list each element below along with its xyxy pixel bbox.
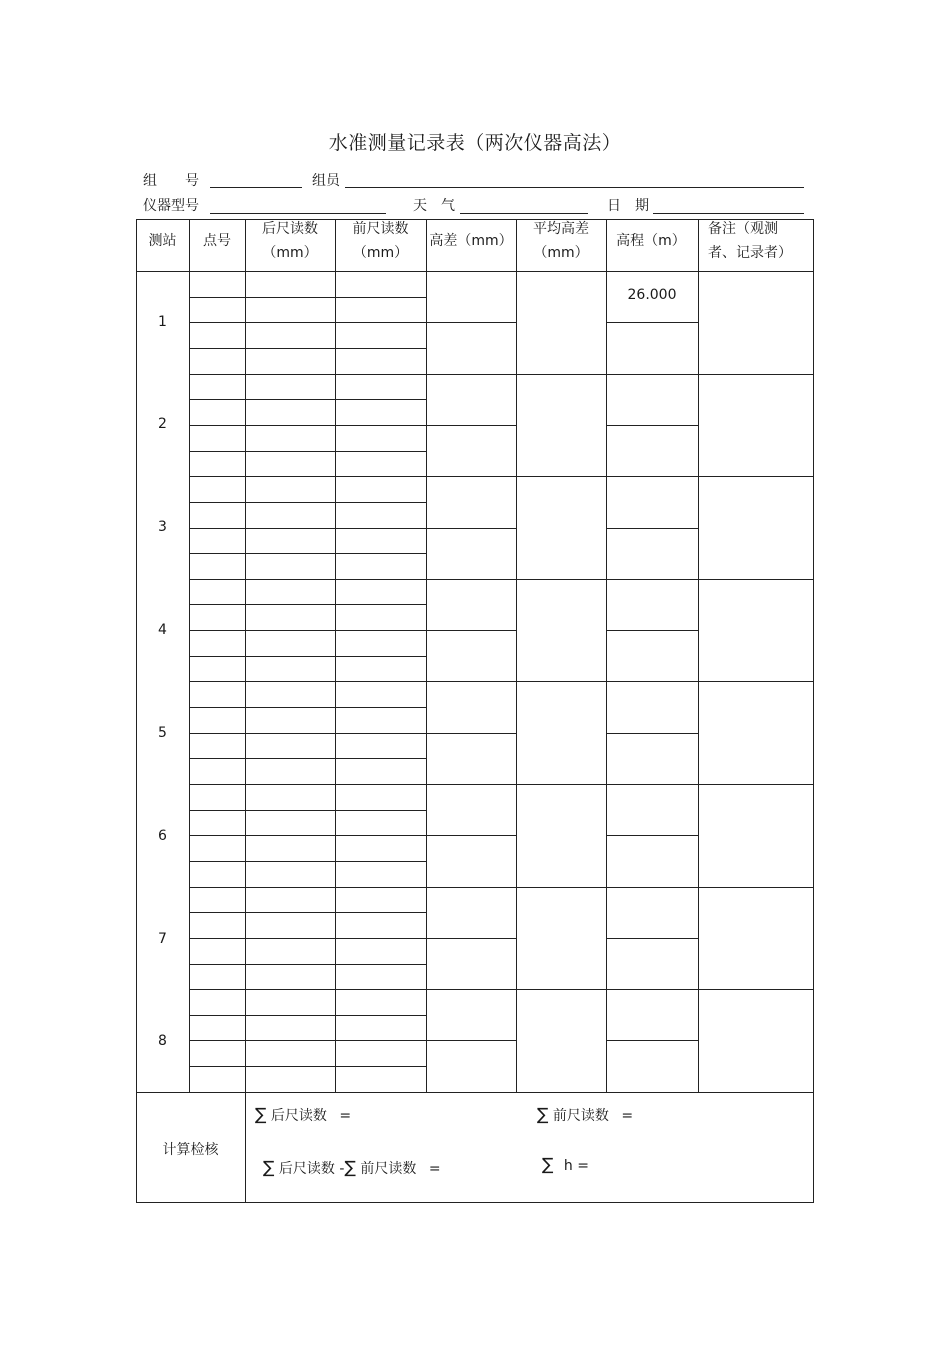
- grid-line: [189, 1066, 427, 1067]
- check-label: 计算检核: [162, 1142, 219, 1158]
- sum-fore-row: [537, 1105, 633, 1125]
- grid-line: [189, 784, 814, 785]
- station-label: 4: [158, 622, 167, 638]
- grid-line: [606, 425, 699, 426]
- grid-line: [189, 964, 427, 965]
- station-label: 3: [158, 519, 167, 535]
- grid-line: [189, 553, 427, 554]
- grid-line: [189, 758, 427, 759]
- grid-line: [189, 348, 427, 349]
- diff-back-label: 后尺读数 -: [278, 1161, 345, 1177]
- grid-line: [606, 630, 699, 631]
- grid-line: [606, 1040, 699, 1041]
- members-field[interactable]: [345, 187, 804, 188]
- grid-line: [136, 271, 814, 272]
- instrument-label: 仪器型号: [143, 198, 199, 214]
- station-label: 6: [158, 828, 167, 844]
- grid-line: [516, 219, 517, 1093]
- diff-equals: =: [428, 1161, 441, 1177]
- grid-line: [698, 219, 699, 1093]
- grid-line: [426, 425, 517, 426]
- sum-back-equals: =: [339, 1108, 352, 1124]
- sum-fore-label: 前尺读数: [552, 1108, 609, 1124]
- grid-line: [189, 681, 814, 682]
- grid-line: [189, 322, 427, 323]
- grid-line: [426, 630, 517, 631]
- grid-line: [426, 835, 517, 836]
- grid-line: [189, 528, 427, 529]
- grid-line: [189, 835, 427, 836]
- weather-field[interactable]: [460, 213, 588, 214]
- grid-line: [189, 938, 427, 939]
- grid-line: [189, 887, 814, 888]
- station-label: 5: [158, 725, 167, 741]
- grid-line: [813, 219, 814, 1203]
- grid-line: [189, 733, 427, 734]
- grid-line: [189, 989, 814, 990]
- sigma-icon: ∑: [537, 1105, 549, 1125]
- grid-line: [426, 733, 517, 734]
- col-back-unit: （mm）: [262, 245, 318, 261]
- grid-line: [189, 1015, 427, 1016]
- col-point: 点号: [203, 233, 231, 249]
- grid-line: [189, 656, 427, 657]
- col-elevation: 高程（m）: [616, 233, 686, 249]
- grid-line: [606, 219, 607, 1093]
- grid-line: [189, 399, 427, 400]
- grid-line: [189, 1040, 427, 1041]
- grid-line: [189, 502, 427, 503]
- grid-line: [606, 733, 699, 734]
- grid-line: [189, 861, 427, 862]
- grid-line: [189, 476, 814, 477]
- col-avg-diff: 平均高差: [533, 221, 589, 237]
- grid-line: [189, 579, 814, 580]
- col-avg-unit: （mm）: [533, 245, 589, 261]
- grid-line: [136, 1202, 814, 1203]
- weather-label: 天 气: [413, 198, 455, 214]
- sigma-icon: ∑: [542, 1155, 554, 1175]
- station-label: 1: [158, 314, 167, 330]
- grid-line: [245, 1092, 246, 1203]
- grid-line: [189, 707, 427, 708]
- date-field[interactable]: [653, 213, 804, 214]
- sum-back-row: [255, 1105, 351, 1125]
- grid-line: [136, 219, 137, 1203]
- grid-line: [189, 451, 427, 452]
- sigma-icon: ∑: [344, 1158, 356, 1178]
- sum-back-label: 后尺读数: [270, 1108, 327, 1124]
- group-field[interactable]: [210, 187, 302, 188]
- col-height-diff: 高差（mm）: [429, 233, 513, 249]
- station-label: 7: [158, 931, 167, 947]
- grid-line: [606, 938, 699, 939]
- sum-fore-equals: =: [621, 1108, 634, 1124]
- start-elevation: 26.000: [627, 287, 677, 303]
- col-remarks-2: 者、记录者）: [708, 245, 792, 261]
- date-label: 日 期: [607, 198, 649, 214]
- col-fore-reading: 前尺读数: [352, 221, 409, 237]
- station-label: 2: [158, 416, 167, 432]
- grid-line: [606, 835, 699, 836]
- sum-h-label: h =: [563, 1158, 589, 1174]
- grid-line: [606, 322, 699, 323]
- grid-line: [189, 374, 814, 375]
- station-label: 8: [158, 1033, 167, 1049]
- grid-line: [426, 938, 517, 939]
- grid-line: [136, 1092, 814, 1093]
- grid-line: [426, 322, 517, 323]
- col-remarks: 备注（观测: [708, 221, 778, 237]
- grid-line: [189, 297, 427, 298]
- instrument-field[interactable]: [210, 213, 386, 214]
- group-label: 组 号: [143, 173, 199, 189]
- grid-line: [189, 630, 427, 631]
- diff-fore-label: 前尺读数: [360, 1161, 417, 1177]
- col-station: 测站: [148, 233, 177, 249]
- grid-line: [189, 604, 427, 605]
- grid-line: [189, 810, 427, 811]
- page-title: 水准测量记录表（两次仪器高法）: [328, 132, 622, 154]
- sum-h-row: [542, 1155, 589, 1175]
- col-back-reading: 后尺读数: [262, 221, 318, 237]
- grid-line: [136, 219, 814, 220]
- col-fore-unit: （mm）: [352, 245, 409, 261]
- grid-line: [426, 1040, 517, 1041]
- grid-line: [426, 528, 517, 529]
- grid-line: [189, 912, 427, 913]
- members-label: 组员: [312, 173, 340, 189]
- diff-row: [263, 1158, 441, 1178]
- sigma-icon: ∑: [263, 1158, 275, 1178]
- grid-line: [189, 425, 427, 426]
- sigma-icon: ∑: [255, 1105, 267, 1125]
- leveling-table: [136, 219, 813, 1202]
- grid-line: [606, 528, 699, 529]
